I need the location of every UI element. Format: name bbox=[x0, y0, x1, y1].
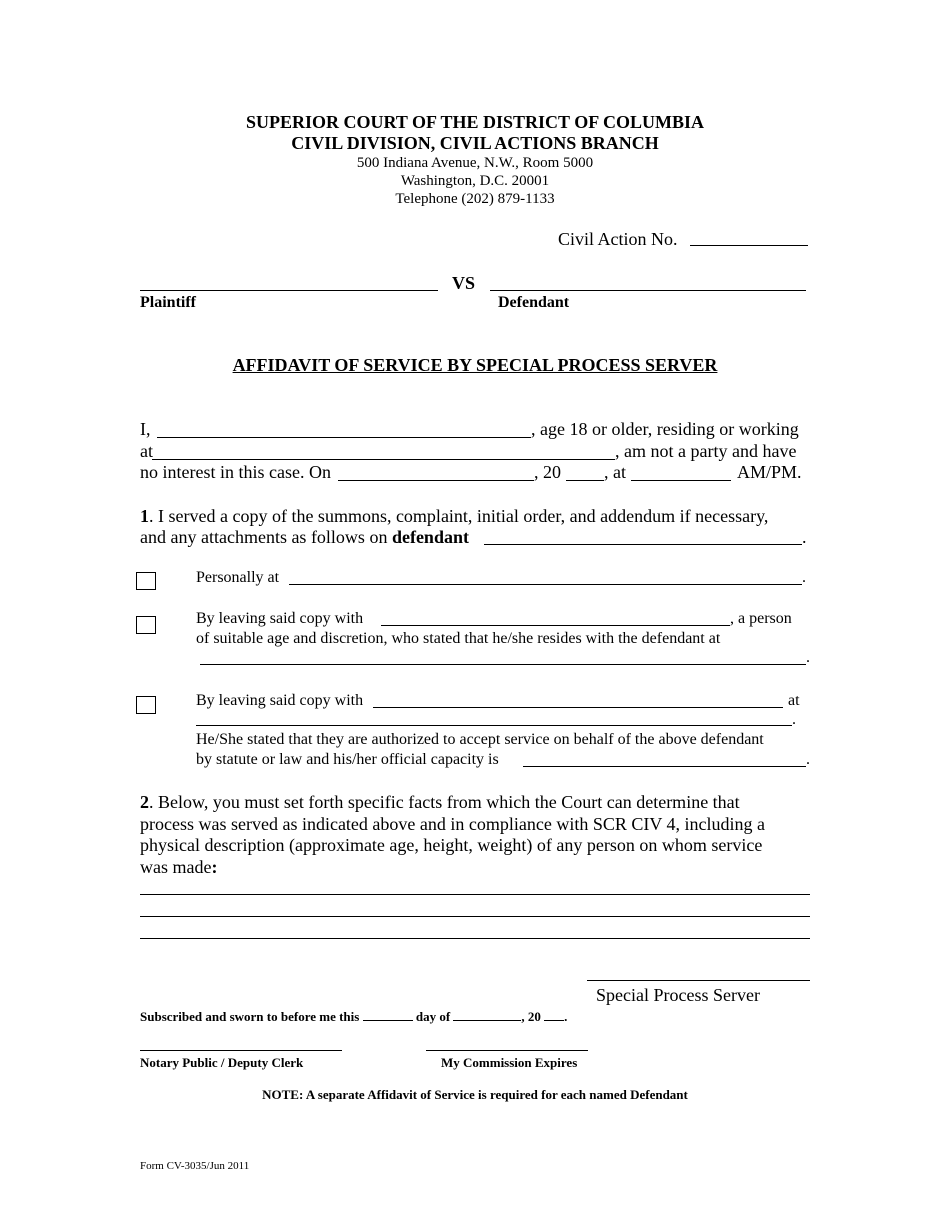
section1-defendant: defendant bbox=[391, 527, 469, 547]
section2-text4: was made bbox=[140, 857, 212, 877]
period: . bbox=[806, 649, 810, 666]
resident-name-field[interactable] bbox=[381, 625, 730, 626]
leaving-authorized-label: By leaving said copy with bbox=[196, 692, 364, 709]
personally-label: Personally at bbox=[196, 569, 280, 586]
section2-line4 bbox=[140, 857, 217, 878]
intro-no-interest: no interest in this case. On bbox=[140, 462, 331, 482]
subscribed-line bbox=[140, 1006, 567, 1025]
intro-at: at bbox=[140, 441, 153, 461]
notary-label: Notary Public / Deputy Clerk bbox=[140, 1055, 304, 1070]
facts-line-3[interactable] bbox=[140, 938, 810, 939]
commission-expires-field[interactable] bbox=[426, 1050, 588, 1051]
intro-comma-20: , 20 bbox=[534, 462, 561, 482]
section1-text1: . I served a copy of the summons, complaint, initial order, and addendum if necessary, bbox=[149, 506, 769, 526]
comma-20-text: , 20 bbox=[521, 1009, 541, 1024]
service-year-field[interactable] bbox=[566, 480, 604, 481]
leaving-authorized-checkbox[interactable] bbox=[136, 696, 156, 714]
intro-age-text: , age 18 or older, residing or working bbox=[531, 419, 799, 439]
personally-address-field[interactable] bbox=[289, 584, 802, 585]
facts-line-2[interactable] bbox=[140, 916, 810, 917]
server-address-field[interactable] bbox=[152, 459, 615, 460]
period: . bbox=[792, 711, 796, 728]
authorized-name-field[interactable] bbox=[373, 707, 783, 708]
vs-label: VS bbox=[452, 273, 476, 293]
server-signature-field[interactable] bbox=[587, 980, 810, 981]
civil-action-label: Civil Action No. bbox=[558, 229, 678, 249]
defendant-served-field[interactable] bbox=[484, 544, 802, 545]
service-date-field[interactable] bbox=[338, 480, 534, 481]
section1-number: 1 bbox=[140, 506, 149, 526]
section1-text2: and any attachments as follows on bbox=[140, 527, 388, 547]
intro-ampm: AM/PM. bbox=[737, 462, 802, 482]
service-time-field[interactable] bbox=[631, 480, 731, 481]
authorized-text: He/She stated that they are authorized to accept service on behalf of the above defendant bbox=[196, 731, 764, 748]
section2-line1 bbox=[140, 792, 740, 813]
notary-signature-field[interactable] bbox=[140, 1050, 342, 1051]
leaving-resident-checkbox[interactable] bbox=[136, 616, 156, 634]
section2-colon: : bbox=[211, 857, 218, 877]
court-telephone: Telephone (202) 879-1133 bbox=[395, 191, 555, 207]
at-text: at bbox=[788, 692, 800, 709]
court-address-line2: Washington, D.C. 20001 bbox=[400, 173, 550, 189]
form-id: Form CV-3035/Jun 2011 bbox=[140, 1160, 250, 1172]
section2-number: 2 bbox=[140, 792, 149, 812]
facts-line-1[interactable] bbox=[140, 894, 810, 895]
intro-not-party: , am not a party and have bbox=[615, 441, 797, 461]
server-name-field[interactable] bbox=[157, 437, 531, 438]
resident-address-field[interactable] bbox=[200, 664, 806, 665]
a-person-text: , a person bbox=[730, 610, 792, 627]
section1-text-line1 bbox=[140, 506, 768, 527]
intro-i: I, bbox=[140, 419, 151, 439]
period: . bbox=[802, 569, 806, 586]
plaintiff-label: Plaintiff bbox=[140, 294, 196, 311]
defendant-label: Defendant bbox=[498, 294, 570, 311]
intro-at-time: , at bbox=[604, 462, 626, 482]
commission-label: My Commission Expires bbox=[441, 1055, 578, 1070]
section2-line3: physical description (approximate age, height, weight) of any person on whom service bbox=[140, 835, 763, 855]
sworn-day-field[interactable] bbox=[363, 1006, 413, 1021]
official-capacity-field[interactable] bbox=[523, 766, 806, 767]
division-name: CIVIL DIVISION, CIVIL ACTIONS BRANCH bbox=[291, 133, 659, 153]
authorized-address-field[interactable] bbox=[196, 725, 792, 726]
section2-text1: . Below, you must set forth specific facts from which the Court can determine that bbox=[149, 792, 740, 812]
period: . bbox=[806, 751, 810, 768]
court-address-line1: 500 Indiana Avenue, N.W., Room 5000 bbox=[356, 155, 594, 171]
special-process-server-label: Special Process Server bbox=[596, 985, 760, 1005]
statute-text: by statute or law and his/her official capacity is bbox=[196, 751, 499, 768]
defendant-field[interactable] bbox=[490, 290, 806, 291]
court-name: SUPERIOR COURT OF THE DISTRICT OF COLUMBIA bbox=[245, 112, 705, 132]
sworn-month-field[interactable] bbox=[453, 1006, 521, 1021]
section1-text-line2 bbox=[140, 527, 469, 548]
document-title: AFFIDAVIT OF SERVICE BY SPECIAL PROCESS SERVER bbox=[232, 355, 718, 375]
leaving-resident-label: By leaving said copy with bbox=[196, 610, 364, 627]
plaintiff-field[interactable] bbox=[140, 290, 438, 291]
note-text: NOTE: A separate Affidavit of Service is required for each named Defendant bbox=[262, 1087, 688, 1102]
period: . bbox=[564, 1009, 568, 1024]
suitable-age-text: of suitable age and discretion, who stated that he/she resides with the defendant at bbox=[196, 630, 721, 647]
personally-checkbox[interactable] bbox=[136, 572, 156, 590]
section2-line2: process was served as indicated above and in compliance with SCR CIV 4, including a bbox=[140, 814, 766, 834]
day-of-text: day of bbox=[415, 1009, 451, 1024]
sworn-year-field[interactable] bbox=[544, 1006, 564, 1021]
civil-action-number-field[interactable] bbox=[690, 245, 808, 246]
period: . bbox=[802, 527, 807, 547]
subscribed-text: Subscribed and sworn to before me this bbox=[140, 1009, 360, 1024]
